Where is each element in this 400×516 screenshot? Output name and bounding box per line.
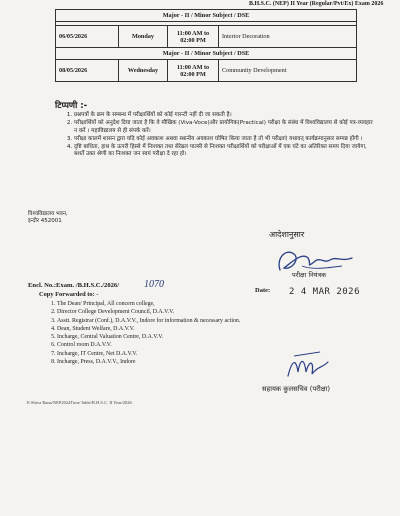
table-row — [56, 60, 357, 82]
section-title: Major - II / Minor Subject / DSE — [56, 10, 357, 22]
exam-day: Monday — [119, 26, 168, 48]
exam-day: Wednesday — [119, 60, 168, 82]
registrar-signature — [284, 350, 334, 382]
note-item: 1. प्रश्नपत्रों के क्रम के सम्बन्ध में परीक्षार्थियों को कोई गारन्टी नहीं दी जा सकती है। — [74, 112, 374, 119]
list-item: 7. Incharge, IT Centre, Net D.A.V.V. — [57, 350, 377, 358]
section-title: Major - II / Minor Subject / DSE — [56, 48, 357, 60]
list-item: 1. The Dean/ Principal, All concern college, — [57, 300, 377, 308]
list-item: 3. Asstt. Registrar (Conf.), D.A.V.V., Indore for information & necessary action. — [57, 317, 377, 325]
note-item: 4. दृष्टि बाधिता, हाथ के ऊपरी हिस्से में निःशक्त तथा सेरेब्रल पाल्सी से निःशक्त परीक्षार्थियों को परीक्षाओं में एक घंटे का अतिरिक्त समय दिया जायेगा, बशर्ते उक्त श्रेणी का निःशक्त जन स्वयं परीक्षा दे रहा हो। — [74, 144, 374, 159]
list-item: 4. Dean, Student Welfare, D.A.V.V. — [57, 325, 377, 333]
notes-list — [60, 112, 374, 160]
section-header-row — [56, 10, 357, 22]
notes-heading: टिप्पणी :- — [55, 101, 88, 111]
date-stamp: 2 4 MAR 2026 — [289, 287, 361, 297]
note-item: 2. परीक्षार्थियों को अनुदेश दिया जाता है कि वे मौखिक (Viva-Voce)और प्रायोगिक(Practical) परीक्षा के संबंध में विश्वविद्यालय से कोई पत्र-व्यवहार न करें । महाविद्यालय से ही संपर्क करें। — [74, 120, 374, 135]
by-order-label: आदेशानुसार — [269, 230, 305, 239]
list-item: 6. Control room D.A.V.V. — [57, 341, 377, 349]
list-item: 5. Incharge, Central Valuation Centre, D.A.V.V. — [57, 333, 377, 341]
note-item: 3. परीक्षा कालमें शासन द्वारा यदि कोई अवकाश अथवा स्थानीय अवकाश घोषित किया जाता है तो भी परीक्षाएं यथावत् कार्यक्रमानुसार सम्पन्न होंगी । — [74, 136, 374, 143]
exam-subject: Interior Decoration — [219, 26, 357, 48]
list-item: 8. Incharge, Press, D.A.V.V., Indore — [57, 358, 377, 366]
exam-schedule-table — [55, 9, 357, 82]
enclosure-number-label: Encl. No.:Exam. /B.H.S.C./2026/ — [28, 282, 120, 289]
table-row — [56, 26, 357, 48]
exam-time: 11:00 AM to 02:00 PM — [168, 26, 219, 48]
controller-title: परीक्षा नियंत्रक — [292, 271, 327, 279]
exam-subject: Community Development — [219, 60, 357, 82]
date-label: Date: — [255, 287, 271, 294]
handwritten-enclosure-number: 1070 — [144, 279, 164, 290]
assistant-registrar-title: सहायक कुलसचिव (परीक्षा) — [262, 385, 331, 393]
section-header-row — [56, 48, 357, 60]
exam-time: 11:00 AM to 02:00 PM — [168, 60, 219, 82]
copy-forwarded-label: Copy Forwarded to: - — [39, 291, 99, 298]
university-address — [28, 211, 68, 225]
exam-reference-header: B.H.S.C. (NEP) II Year (Regular/Pvt/Ex) Exam 2026 — [249, 1, 384, 7]
address-line: इन्दौर 452001 — [28, 218, 62, 224]
exam-date: 06/05/2026 — [56, 26, 119, 48]
address-line: विश्वविद्यालय भवन, — [28, 211, 68, 217]
exam-date: 08/05/2026 — [56, 60, 119, 82]
list-item: 2. Director College Development Council, D.A.V.V. — [57, 308, 377, 316]
file-path-footer: E:Shiva Rana/NEP2024Time Table/B.H.S.C. II Year/2026 — [27, 400, 132, 405]
